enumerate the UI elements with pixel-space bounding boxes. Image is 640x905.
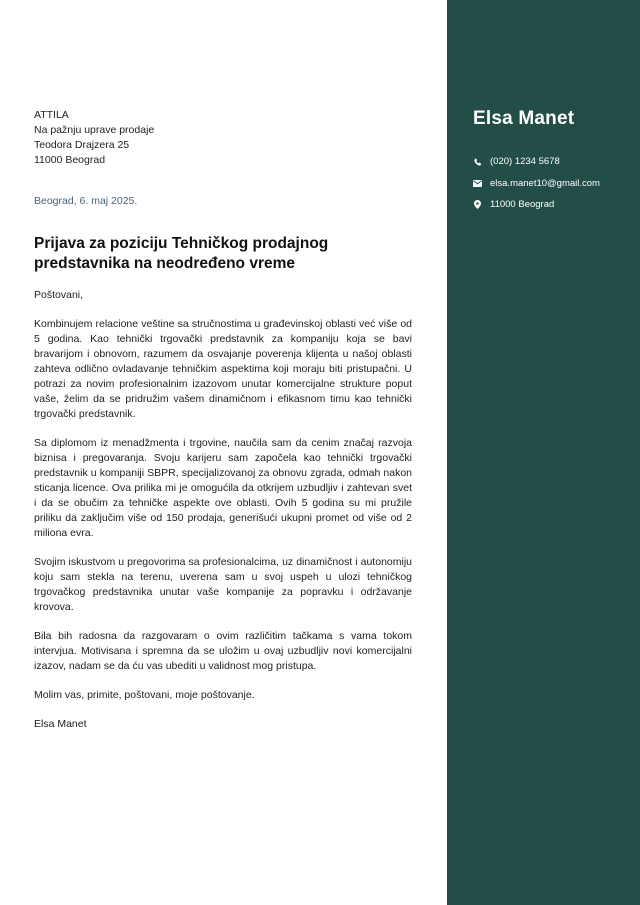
letter-closing: Molim vas, primite, poštovani, moje poštovanje. <box>34 689 255 701</box>
location-text: 11000 Beograd <box>490 199 555 210</box>
recipient-city: 11000 Beograd <box>34 154 106 166</box>
sender-name: Elsa Manet <box>473 108 575 129</box>
contact-location <box>473 199 554 210</box>
letter-signature: Elsa Manet <box>34 718 87 730</box>
contact-phone <box>473 156 560 167</box>
contact-email <box>473 178 600 189</box>
email-address[interactable]: elsa.manet10@gmail.com <box>490 178 600 189</box>
phone-number[interactable]: (020) 1234 5678 <box>490 156 560 167</box>
recipient-company: ATTILA <box>34 109 69 121</box>
location-pin-icon <box>473 200 482 209</box>
letter-subject: Prijava za poziciju Tehničkog prodajnog predstavnika na neodređeno vreme <box>34 235 329 272</box>
recipient-attention: Na pažnju uprave prodaje <box>34 124 155 136</box>
letter-greeting: Poštovani, <box>34 289 84 301</box>
envelope-icon <box>473 179 482 188</box>
letter-paragraph: Sa diplomom iz menadžmenta i trgovine, naučila sam da cenim značaj razvoja biznisa i pregovaranja. Svoju karijeru sam započela kao tehnički trgovački predstavnik u kompaniji SBPR, specijalizovanoj za obnovu zgrada, odmah nakon sticanja licence. Ova prilika mi je omogućila da otkrijem uzbudljiv i zahtevan svet i da se obučim za tehničke aspekte ove oblasti. Ovih 5 godina su mi pružile priliku da zaključim više od 150 prodaja, generišući ukupni promet od više od 2 miliona evra. <box>34 437 412 539</box>
letter-paragraph: Bila bih radosna da razgovaram o ovim različitim tačkama s vama tokom intervjua. Motivisana i spremna da se uložim u ovaj uzbudljiv novi komercijalni izazov, nadam se da ću vas ubediti u validnost mog pristupa. <box>34 630 412 672</box>
phone-icon <box>473 157 482 166</box>
recipient-street: Teodora Drajzera 25 <box>34 139 130 151</box>
contact-sidebar <box>447 0 640 905</box>
letter-date: Beograd, 6. maj 2025. <box>34 195 138 207</box>
letter-body <box>34 108 412 732</box>
recipient-address <box>34 108 412 168</box>
letter-paragraph: Kombinujem relacione veštine sa stručnostima u građevinskoj oblasti već više od 5 godina. Kao tehnički trgovački predstavnik za kompaniju koja se bavi bravarijom i obnovom, razumem da osvajanje poverenja klijenta u našoj oblasti zahteva odlično ovladavanje tehničkim aspektima koji moraju biti pristupačni. U potrazi za novim profesionalnim izazovom unutar komercijalne strukture poput vaše, želim da se pridružim vašem dinamičnom i efikasnom timu kao tehnički trgovački predstavnik. <box>34 318 412 420</box>
letter-paragraph: Svojim iskustvom u pregovorima sa profesionalcima, uz dinamičnost i autonomiju koju sam stekla na terenu, uverena sam u svoj uspeh u ulozi tehničkog trgovačkog predstavnika unutar vaše kompanije za popravku i održavanje krovova. <box>34 556 412 613</box>
